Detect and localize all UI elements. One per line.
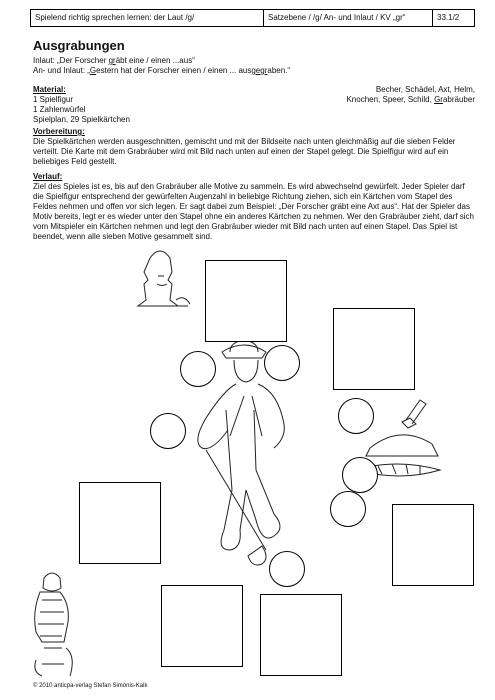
board-path-circle: [180, 351, 216, 387]
board-path-circle: [342, 457, 378, 493]
board-field-square: [392, 504, 474, 586]
material-label: Material:: [33, 85, 66, 94]
copyright-footer: © 2010 anticpa-verlag Stefan Simonis-Kalk: [33, 683, 148, 689]
board-field-square: [205, 260, 287, 342]
mummy-icon: [35, 573, 73, 676]
board-field-square: [260, 594, 342, 676]
board-field-square: [79, 482, 161, 564]
board-path-circle: [338, 398, 374, 434]
material-item: Spielplan, 29 Spielkärtchen: [33, 115, 130, 124]
motif-list-line1: Becher, Schädel, Axt, Helm,: [375, 85, 475, 94]
preparation-label: Vorbereitung:: [33, 127, 85, 136]
board-field-square: [333, 308, 415, 390]
board-path-circle: [330, 491, 366, 527]
intro-line-inlaut: Inlaut: „Der Forscher gräbt eine / einen ...aus“: [33, 56, 195, 65]
board-path-circle: [264, 345, 300, 381]
board-path-circle: [150, 413, 186, 449]
header-series-title: Spielend richtig sprechen lernen: der Laut /g/: [31, 10, 264, 26]
board-field-square: [161, 585, 243, 667]
sphinx-icon: [138, 251, 190, 306]
header-level: Satzebene / /g/ An- und Inlaut / KV „gr“: [264, 10, 433, 26]
page-title: Ausgrabungen: [33, 38, 125, 53]
board-path-circle: [269, 551, 305, 587]
procedure-label: Verlauf:: [33, 172, 63, 181]
material-item: 1 Zahlenwürfel: [33, 105, 86, 114]
procedure-text: Ziel des Spieles ist es, bis auf den Grabräuber alle Motive zu sammeln. Es wird abwechselnd gewürfelt. Jeder Spieler darf die Spielfigur entsprechend der gewürfelten Augenzahl in beliebige Richtung ziehen, sich ein Kärtchen vom Stapel des Feldes nehmen und offen vor sich legen. Er sagt dabei zum Beispiel: „Der Forscher gräbt eine Axt aus“. Hat der Spieler das Motiv bereits, legt er es wieder unter den Stapel ohne ein anderes Kärtchen zu nehmen. Wer den Grabräuber zieht, darf sich vom Mitspieler ein Kärtchen nehmen und legt den Grabräuber wieder mit Bild nach unten auf einen Stapel. Das Spiel ist beendet, wenn alle sieben Motive gesammelt sind.: [33, 182, 474, 241]
header-page-number: 33.1/2: [437, 13, 460, 22]
material-item: 1 Spielfigur: [33, 95, 74, 104]
preparation-text: Die Spielkärtchen werden ausgeschnitten, gemischt und mit der Bildseite nach unten gleichmäßig auf die sieben Felder verteilt. Die Karte mit dem Grabräuber wird mit Bild nach unten auf einen der Stapel gelegt. Die Spielfigur wird auf ein beliebiges Feld gestellt.: [33, 137, 456, 166]
motif-list-line2: Knochen, Speer, Schild, Grabräuber: [346, 95, 475, 104]
intro-line-anlaut: An- und Inlaut: „Gestern hat der Forscher einen / einen ... ausgegraben.“: [33, 66, 291, 75]
